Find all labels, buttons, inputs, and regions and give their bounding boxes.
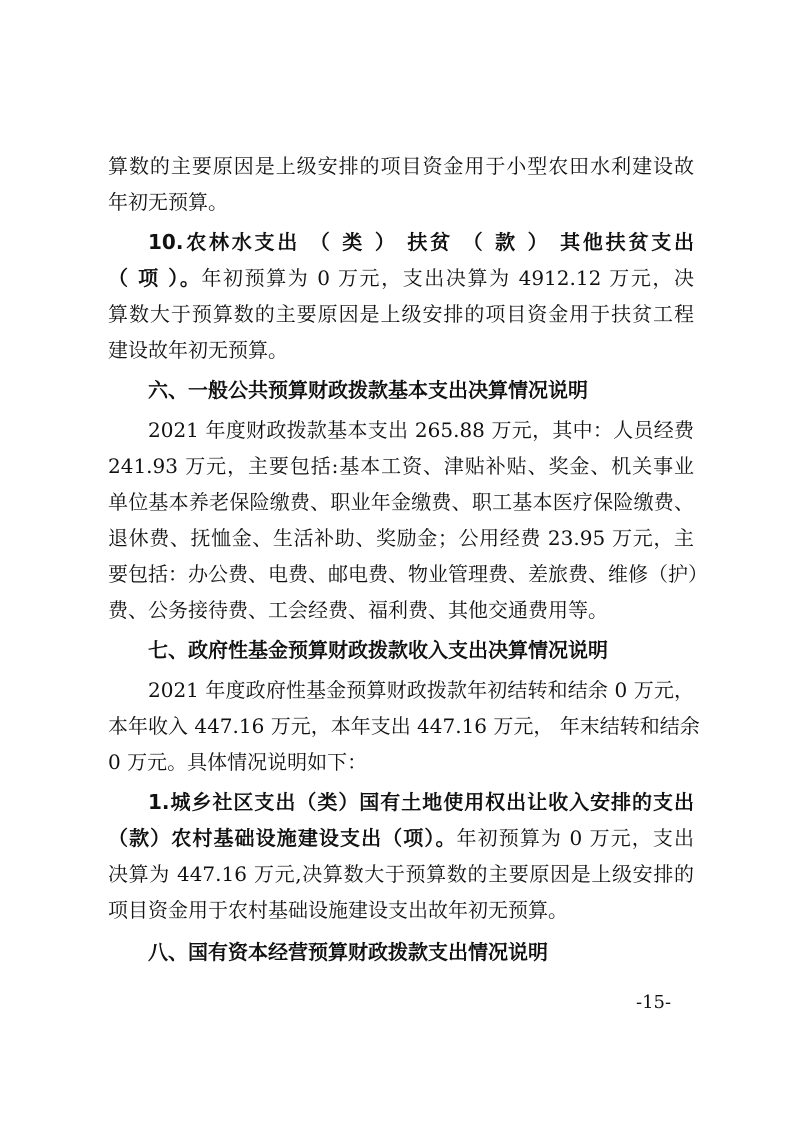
body-line: 本年收入 447.16 万元，本年支出 447.16 万元， 年末结转和结余: [108, 714, 700, 738]
body-line: 决算为 447.16 万元,决算数大于预算数的主要原因是上级安排的: [108, 862, 694, 886]
item-heading: 1.城乡社区支出（类）国有土地使用权出让收入安排的支出: [148, 790, 694, 814]
body-line: 算数大于预算数的主要原因是上级安排的项目资金用于扶贫工程: [108, 302, 694, 326]
body-line: 单位基本养老保险缴费、职业年金缴费、职工基本医疗保险缴费、: [108, 490, 694, 514]
body-line: 2021 年度政府性基金预算财政拨款年初结转和结余 0 万元，: [148, 678, 694, 702]
section-heading: 七、政府性基金预算财政拨款收入支出决算情况说明: [148, 638, 608, 662]
body-line: 费、公务接待费、工会经费、福利费、其他交通费用等。: [108, 598, 608, 622]
body-line: （款）农村基础设施建设支出（项）。年初预算为 0 万元，支出: [108, 826, 694, 850]
body-line: 241.93 万元，主要包括:基本工资、津贴补贴、奖金、机关事业: [108, 454, 694, 478]
body-line: 退休费、抚恤金、生活补助、奖励金；公用经费 23.95 万元，主: [108, 526, 694, 550]
page-number: -15-: [636, 992, 672, 1013]
body-line: （ 项 ）。年初预算为 0 万元，支出决算为 4912.12 万元，决: [108, 266, 694, 290]
body-line: 2021 年度财政拨款基本支出 265.88 万元，其中：人员经费: [148, 418, 694, 442]
body-line: 算数的主要原因是上级安排的项目资金用于小型农田水利建设故: [108, 154, 694, 178]
body-line: 年初无预算。: [108, 190, 228, 214]
body-line: 要包括：办公费、电费、邮电费、物业管理费、差旅费、维修（护）: [108, 562, 708, 586]
body-line: 建设故年初无预算。: [108, 338, 288, 362]
item-heading: 10.农林水支出 （ 类 ） 扶贫 （ 款 ） 其他扶贫支出: [148, 230, 694, 254]
section-heading: 六、一般公共预算财政拨款基本支出决算情况说明: [148, 378, 588, 402]
body-line: 0 万元。具体情况说明如下：: [108, 750, 368, 774]
section-heading: 八、国有资本经营预算财政拨款支出情况说明: [148, 940, 548, 964]
body-line: 项目资金用于农村基础设施建设支出故年初无预算。: [108, 898, 568, 922]
